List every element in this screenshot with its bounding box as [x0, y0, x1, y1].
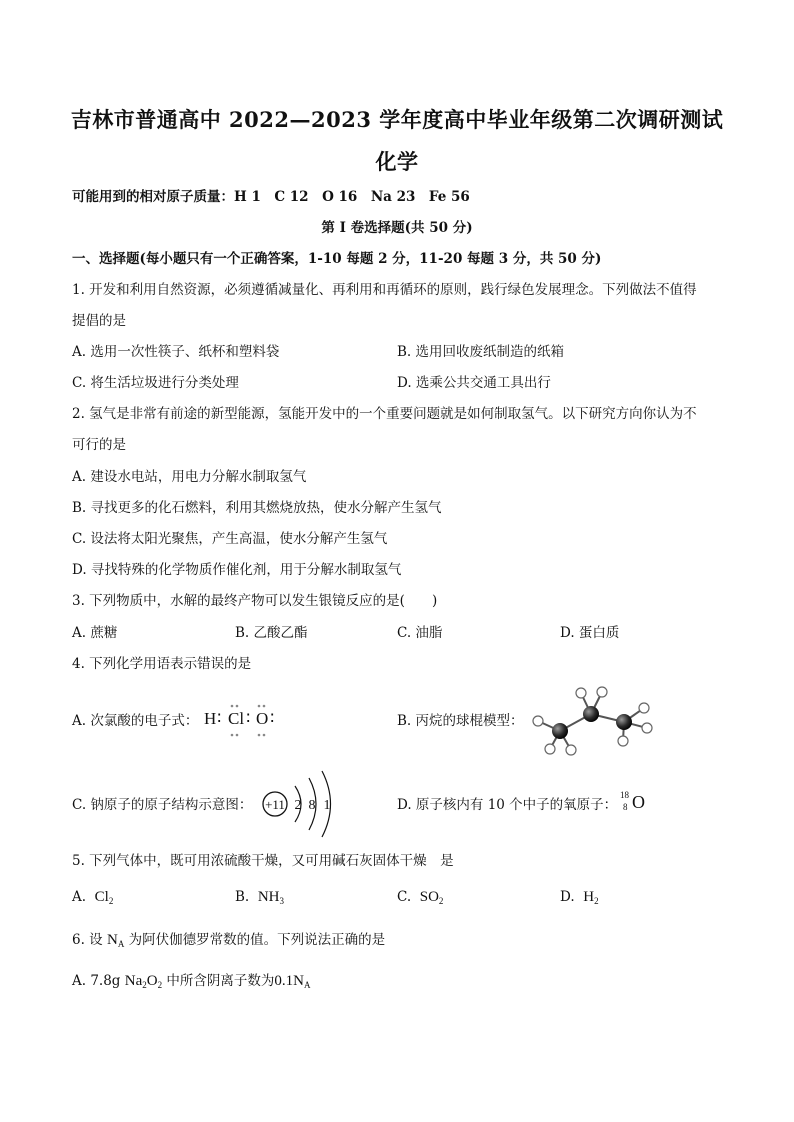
section-heading: 第 I 卷选择题(共 50 分): [321, 220, 473, 236]
oxygen-isotope-notation: [620, 790, 650, 818]
q5-option-d: [560, 888, 599, 910]
q3-stem: 3. 下列物质中，水解的最终产物可以发生银镜反应的是( ): [72, 593, 438, 609]
q5-c-main: SO: [419, 889, 439, 905]
q1-stem-line1: 1. 开发和利用自然资源，必须遵循减量化、再利用和再循环的原则，践行绿色发展理念。下列做法不值得: [72, 282, 697, 298]
nucleus-charge: +11: [265, 797, 285, 812]
atomic-number: 8: [623, 802, 628, 812]
q5-d-main: H: [583, 889, 595, 905]
q5-option-a: [72, 888, 113, 910]
q6-a-value: [274, 973, 310, 989]
formula-tail: ∶: [270, 709, 275, 728]
formula-o: O: [256, 709, 269, 728]
q1-option-b: B. 选用回收废纸制造的纸箱: [397, 344, 565, 360]
q1-option-a: A. 选用一次性筷子、纸杯和塑料袋: [72, 344, 280, 360]
atomic-masses: 可能用到的相对原子质量：H 1 C 12 O 16 Na 23 Fe 56: [72, 189, 470, 205]
q6-a-mid: 中所含阴离子数为: [166, 973, 275, 989]
formula-sep2: ∶: [246, 709, 251, 728]
q6-a-pre: A. 7.8g: [72, 973, 121, 989]
q6-a-f2: O: [146, 973, 158, 989]
q5-c-sub: 2: [438, 896, 444, 906]
q3-option-d: D. 蛋白质: [560, 625, 620, 641]
q6-na-sub: A: [117, 939, 125, 949]
q5-a-label: A.: [72, 889, 87, 905]
q6-a-val: 0.1N: [274, 973, 304, 989]
q6-a-val-sub: A: [303, 980, 311, 990]
q1-option-d: D. 选乘公共交通工具出行: [397, 375, 551, 391]
q6-stem-post: 为阿伏伽德罗常数的值。下列说法正确的是: [128, 932, 386, 948]
q5-d-sub: 2: [594, 896, 599, 906]
q5-a-sub: 2: [108, 896, 114, 906]
q1-stem-line2: 提倡的是: [72, 313, 126, 329]
q2-option-b: B. 寻找更多的化石燃料，利用其燃烧放热，使水分解产生氢气: [72, 500, 442, 516]
q5-b-label: B.: [235, 889, 250, 905]
q5-option-c: [397, 888, 443, 910]
shell-1-electrons: 2: [294, 798, 302, 813]
q5-d-formula: [583, 889, 598, 905]
q2-option-d: D. 寻找特殊的化学物质作催化剂，用于分解水制取氢气: [72, 562, 402, 578]
subject-title: 化学: [375, 149, 419, 174]
q5-stem: 5. 下列气体中，既可用浓硫酸干燥，又可用碱石灰固体干燥 是: [72, 853, 454, 869]
formula-sep1: ∶: [217, 709, 222, 728]
q4-stem: 4. 下列化学用语表示错误的是: [72, 656, 252, 672]
lone-pair-dots: [204, 702, 284, 742]
mass-number: 18: [620, 790, 629, 800]
q6-a-f1: Na: [124, 973, 143, 989]
q6-a-formula: [125, 973, 162, 989]
q4-option-a: A. 次氯酸的电子式：: [72, 713, 199, 729]
q2-stem-line2: 可行的是: [72, 437, 126, 453]
q6-na-main: N: [106, 932, 118, 948]
q3-option-a: A. 蔗糖: [72, 625, 118, 641]
formula-cl: Cl: [228, 709, 245, 728]
q5-a-formula: [95, 889, 114, 905]
q4-option-d: D. 原子核内有 10 个中子的氧原子：: [397, 797, 618, 813]
q5-d-label: D.: [560, 889, 575, 905]
q6-a-s1: 2: [142, 980, 147, 990]
q6-stem: [72, 931, 385, 953]
q5-b-formula: [258, 889, 284, 905]
q6-stem-pre: 6. 设: [72, 932, 103, 948]
shell-3-electrons: 1: [323, 798, 331, 813]
shell-2-electrons: 8: [308, 798, 316, 813]
q5-c-formula: [420, 889, 444, 905]
q6-a-s2: 2: [157, 980, 163, 990]
element-symbol: O: [632, 792, 645, 812]
q5-b-main: NH: [257, 889, 280, 905]
q2-option-a: A. 建设水电站，用电力分解水制取氢气: [72, 469, 307, 485]
q3-option-c: C. 油脂: [397, 625, 443, 641]
q5-a-main: Cl: [94, 889, 109, 905]
q5-option-b: [235, 888, 284, 910]
q4-option-b: B. 丙烷的球棍模型：: [397, 713, 524, 729]
q6-na-symbol: [107, 932, 124, 948]
propane-ball-stick-model: [520, 678, 660, 758]
q3-option-b: B. 乙酸乙酯: [235, 625, 308, 641]
q1-option-c: C. 将生活垃圾进行分类处理: [72, 375, 239, 391]
q6-option-a: [72, 972, 310, 994]
part-heading: 一、选择题(每小题只有一个正确答案，1-10 每题 2 分，11-20 每题 3 分，共 50 分): [72, 251, 602, 267]
exam-title: 吉林市普通高中 2022—2023 学年度高中毕业年级第二次调研测试: [70, 107, 724, 132]
q2-stem-line1: 2. 氢气是非常有前途的新型能源，氢能开发中的一个重要问题就是如何制取氢气。以下研究方向你认为不: [72, 406, 697, 422]
hclo-electron-formula: [204, 702, 284, 742]
formula-h: H: [204, 709, 217, 728]
q5-b-sub: 3: [279, 896, 284, 906]
sodium-atom-structure-diagram: [257, 766, 347, 842]
q2-option-c: C. 设法将太阳光聚焦，产生高温，使水分解产生氢气: [72, 531, 388, 547]
q5-c-label: C.: [397, 889, 412, 905]
q4-option-c: C. 钠原子的原子结构示意图：: [72, 797, 253, 813]
